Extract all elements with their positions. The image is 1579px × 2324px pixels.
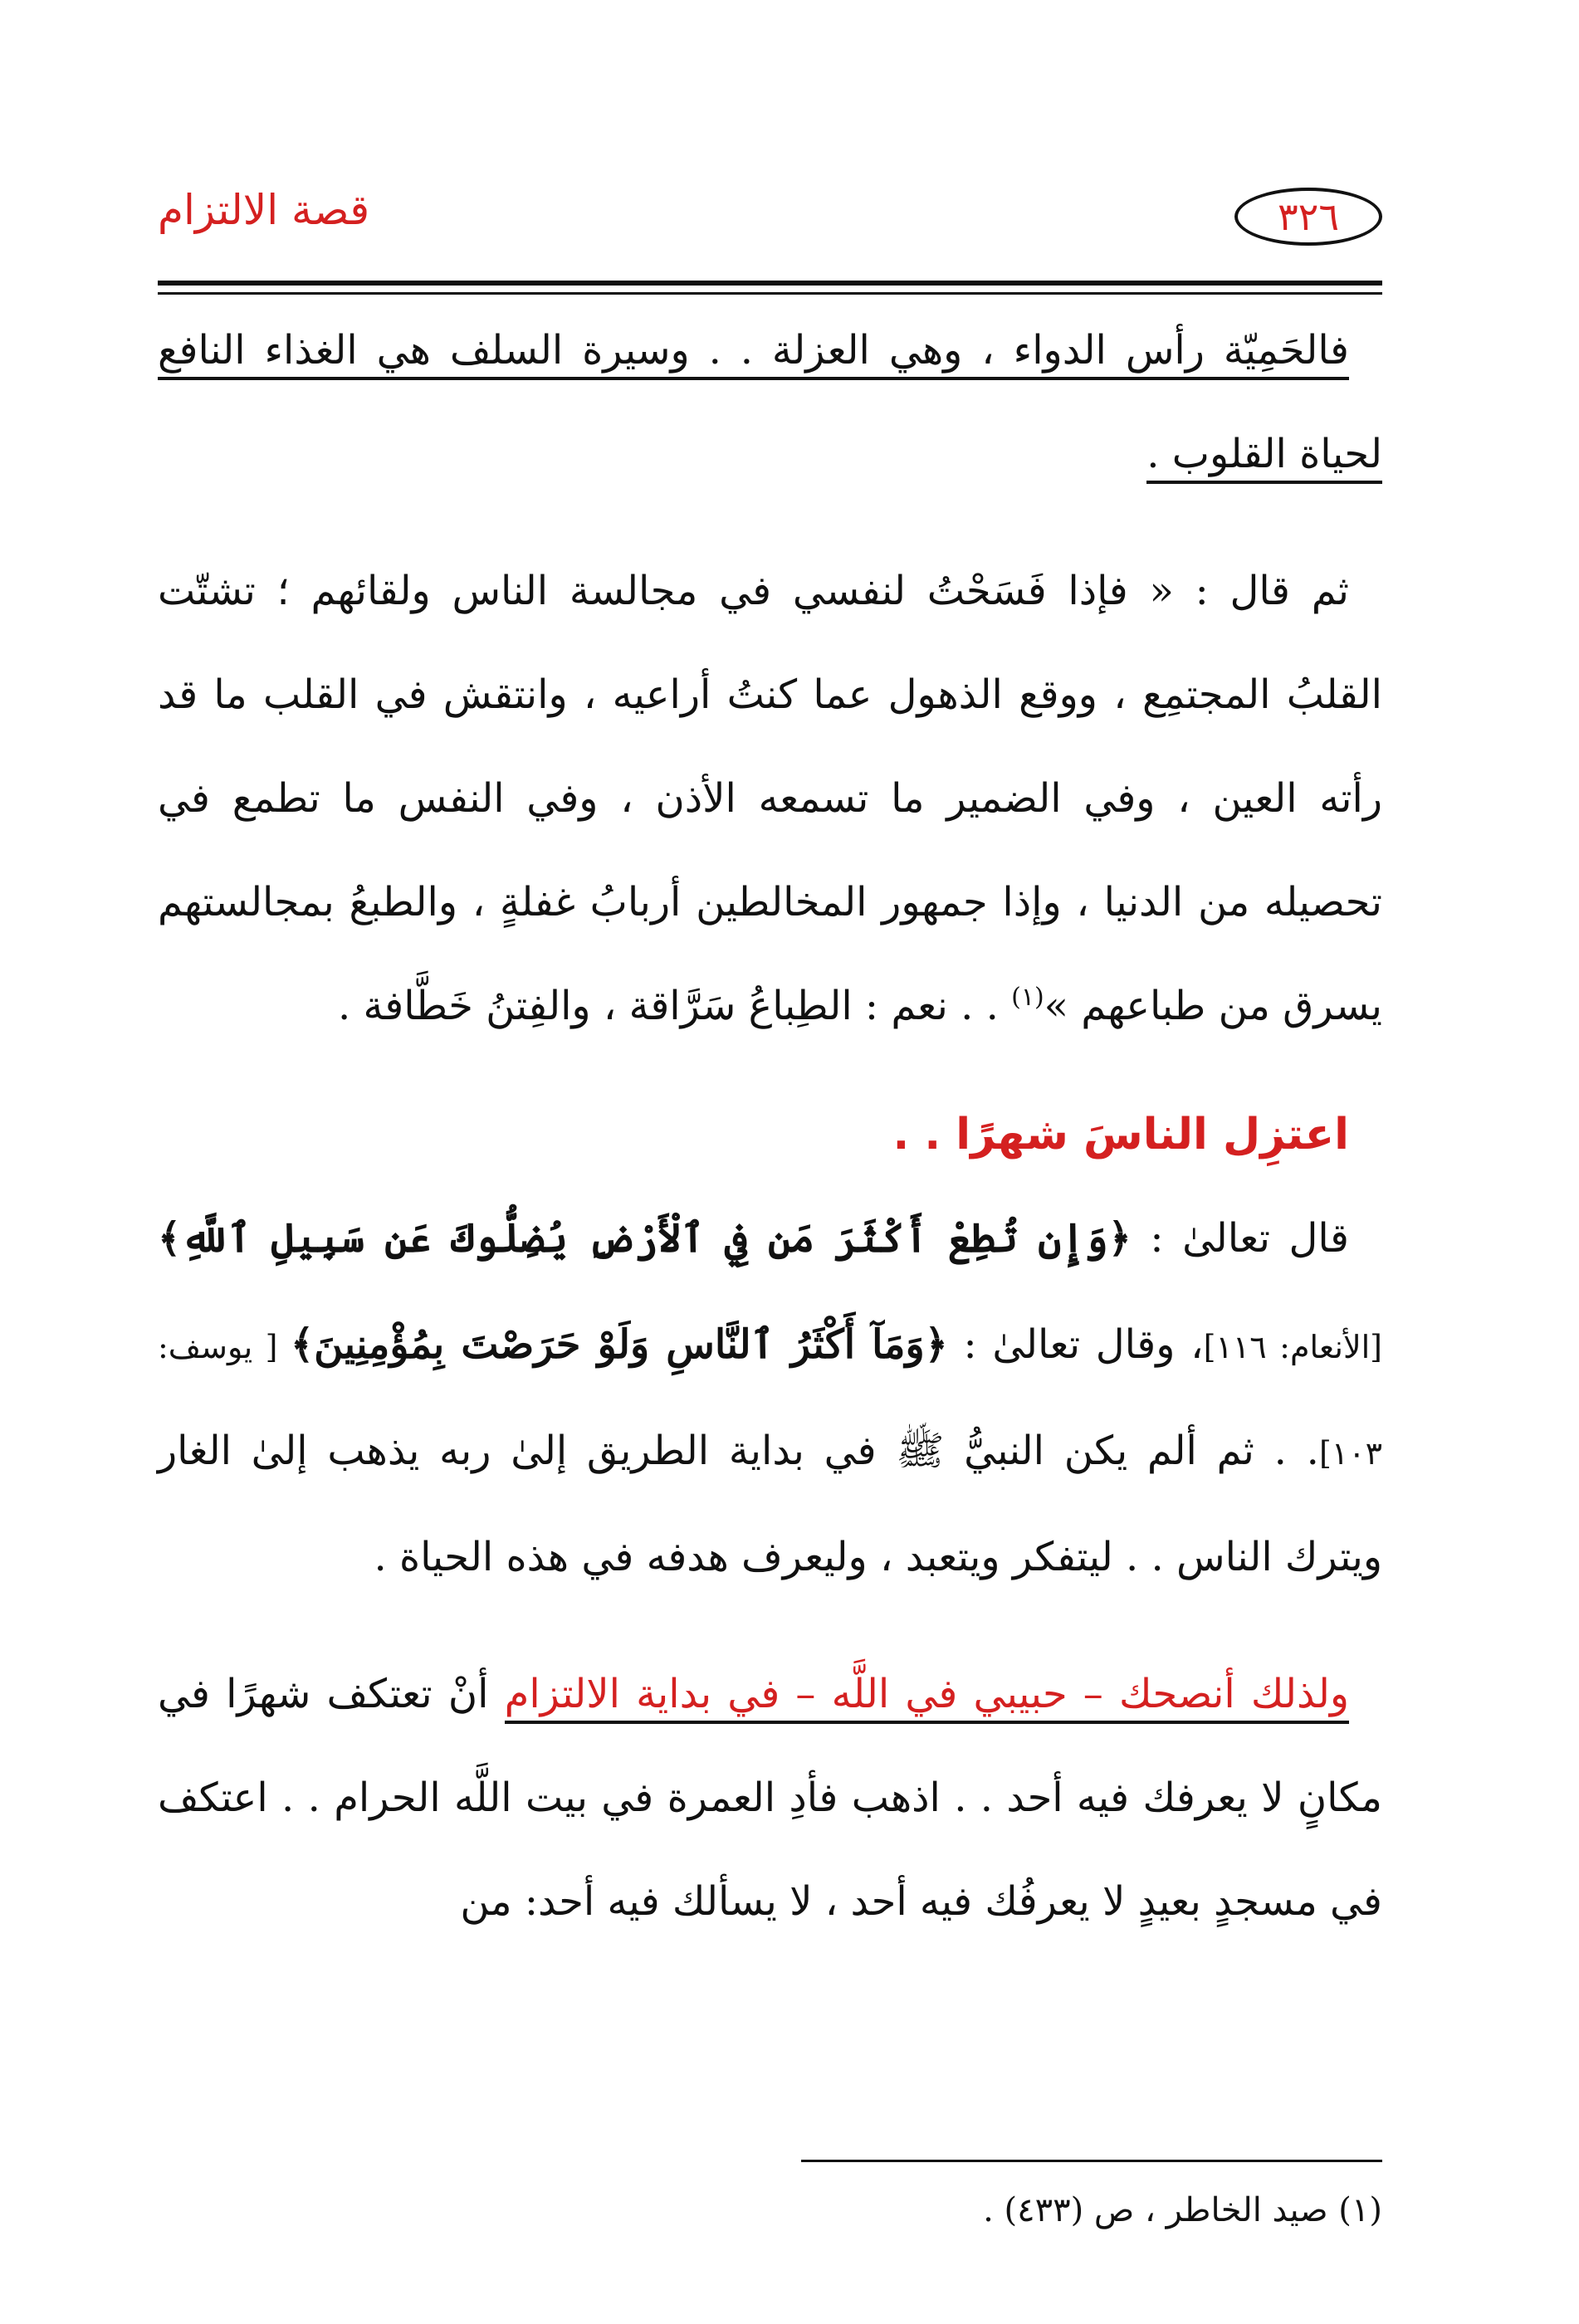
paragraph-1-text: فالحَمِيّة رأس الدواء ، وهي العزلة . . وسيرة السلف هي الغذاء النافع لحياة القلوب . bbox=[158, 327, 1382, 484]
header-rule-thick bbox=[158, 281, 1382, 286]
page-header bbox=[158, 158, 1382, 249]
quran-verse-1: ﴿وَإِن تُطِعْ أَكْثَرَ مَن فِي ٱلْأَرْضِ يُضِلُّوكَ عَن سَبِيلِ ٱللَّهِ﴾ bbox=[158, 1215, 1132, 1262]
header-rule-thin bbox=[158, 292, 1382, 295]
paragraph-3 bbox=[158, 1187, 1382, 1609]
verse-2-reference: [ يوسف: ١٠٣] bbox=[158, 1329, 1382, 1472]
paragraph-4 bbox=[158, 1643, 1382, 1954]
book-page bbox=[158, 133, 1382, 2274]
running-title: قصة الالتزام bbox=[158, 186, 370, 234]
paragraph-4-rest: أنْ تعتكف شهرًا في مكانٍ لا يعرفك فيه أحد . . اذهب فأدِ العمرة في بيت اللَّه الحرام . . اعتكف في مسجدٍ بعيدٍ لا يعرفُك فيه أحد ، لا يسألك فيه أحد: من bbox=[158, 1671, 1382, 1925]
section-heading: اعتزِل الناسَ شهرًا . . bbox=[892, 1110, 1349, 1160]
paragraph-1 bbox=[158, 299, 1382, 506]
footnote: (١) صيد الخاطر ، ص (٤٣٣) . bbox=[983, 2191, 1382, 2229]
page-number: ٣٢٦ bbox=[1234, 188, 1382, 246]
quran-verse-2: ﴿وَمَآ أَكْثَرُ ٱلنَّاسِ وَلَوْ حَرَصْتَ بِمُؤْمِنِينَ﴾ bbox=[291, 1321, 948, 1368]
paragraph-2-text-a: ثم قال : « فإذا فَسَحْتُ لنفسي في مجالسة الناس ولقائهم ؛ تشتّت القلبُ المجتمِع ، ووقع الذهول عما كنتُ أراعيه ، وانتقش في القلب ما قد رأته العين ، وفي الضمير ما تسمعه الأذن ، وفي النفس ما تطمع في تحصيله من الدنيا ، وإذا جمهور المخالطين أربابُ غفلةٍ ، والطبعُ بمجالستهم يسرق من طباعهم » bbox=[158, 568, 1382, 1029]
spacer bbox=[158, 1609, 1382, 1643]
verse-1-reference: [الأنعام: ١١٦] bbox=[1203, 1329, 1383, 1365]
footnote-marker: (١) bbox=[1011, 983, 1044, 1012]
paragraph-3-rest: . . ثم ألم يكن النبيُّ ﷺ في بداية الطريق إلىٰ ربه يذهب إلىٰ الغار ويترك الناس . . ليتفكر ويتعبد ، وليعرف هدفه في هذه الحياة . bbox=[158, 1428, 1382, 1580]
paragraph-2-text-b: . . نعم : الطِباعُ سَرَّاقة ، والفِتنُ خَطَّافة . bbox=[338, 983, 1012, 1029]
paragraph-2 bbox=[158, 540, 1382, 1058]
paragraph-3-intro: قال تعالىٰ : bbox=[1131, 1215, 1349, 1262]
footnote-rule bbox=[801, 2160, 1382, 2162]
paragraph-4-highlight: ولذلك أنصحك – حبيبي في اللَّه – في بداية الالتزام bbox=[505, 1671, 1349, 1724]
page-body bbox=[158, 299, 1382, 1954]
spacer bbox=[158, 506, 1382, 540]
paragraph-3-mid: ، وقال تعالىٰ : bbox=[947, 1321, 1204, 1368]
